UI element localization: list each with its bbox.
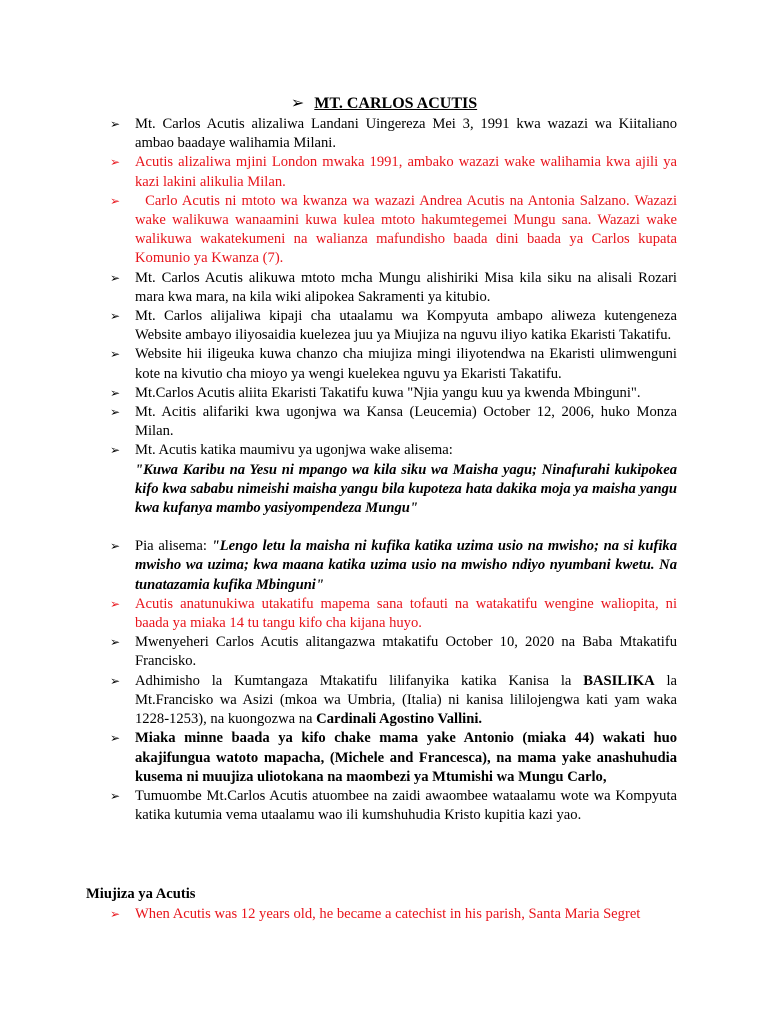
list-item <box>110 384 677 403</box>
arrow-bullet-icon: ➢ <box>110 907 121 921</box>
arrow-bullet-icon: ➢ <box>110 596 121 611</box>
list-item <box>110 153 677 191</box>
list-item <box>110 729 677 787</box>
quote-text: "Lengo letu la maisha ni kufika katika uzima usio na mwisho; na si kufika mwisho wa uzima; kwa maana katika uzima usio na mwisho ndiyo nyumbani kwetu. Na tunatazamia kufika Mbinguni" <box>135 538 678 593</box>
arrow-bullet-icon: ➢ <box>110 731 121 746</box>
list-item-text: Miaka minne baada ya kifo chake mama yake Antonio (miaka 44) wakati huo akajifungua watoto mapacha, (Michele and Francesca), na mama yake anashuhudia kusema ni muujiza uliotokana na maombezi ya Mtumishi wa Mungu Carlo, <box>135 730 677 785</box>
list-item-text: Mt. Acutis katika maumivu ya ugonjwa wake alisema: <box>135 442 453 459</box>
list-item <box>110 905 677 924</box>
arrow-bullet-icon: ➢ <box>110 385 121 400</box>
list-item <box>110 537 677 595</box>
list-item <box>110 345 677 383</box>
list-item-text: Mt. Carlos Acutis alizaliwa Landani Uingereza Mei 3, 1991 kwa wazazi wa Kiitaliano ambao baadaye walihamia Milani. <box>135 116 677 152</box>
arrow-bullet-icon: ➢ <box>110 443 121 458</box>
list-item-text: Mt. Carlos alijaliwa kipaji cha utaalamu wa Kompyuta ambapo aliweza kutengeneza Website ambayo iliyosaidia kuelezea juu ya Miujiza na nguvu iliyo katika Ekaristi Takatifu. <box>135 308 677 344</box>
list-item-text: Tumuombe Mt.Carlos Acutis atuombee na zaidi awaombee wataalamu wote wa Kompyuta katika kutumia vema utaalamu wao ili kumshuhudia Kristo kupitia kazi yao. <box>135 787 677 824</box>
list-item-text: Adhimisho la Kumtangaza Mtakatifu lilifanyika katika Kanisa la <box>135 672 584 689</box>
spacer <box>110 518 677 537</box>
arrow-bullet-icon: ➢ <box>110 347 121 362</box>
arrow-bullet-icon: ➢ <box>110 155 121 170</box>
list-item <box>110 269 677 307</box>
arrow-bullet-icon: ➢ <box>110 635 121 650</box>
list-item-text: la Mt.Francisko wa Asizi (mkoa wa Umbria, (Italia) ni kanisa lililojengwa kati yam waka 1228-1253), na kuongozwa na <box>135 672 677 728</box>
list-item <box>110 115 677 153</box>
arrow-bullet-icon: ➢ <box>110 405 121 420</box>
quote-text: "Kuwa Karibu na Yesu ni mpango wa kila siku wa Maisha yagu; Ninafurahi kukipokea kifo kwa sababu nimeishi maisha yangu bila kupoteza hata dakika moja ya maisha yangu kwa kufanya mambo yasiyompendeza Mungu" <box>135 461 677 517</box>
list-item-text: Mt. Carlos Acutis alikuwa mtoto mcha Mungu alishiriki Misa kila siku na alisali Rozari mara kwa mara, na kila wiki alipokea Sakramenti ya kitubio. <box>135 269 677 305</box>
arrow-bullet-icon: ➢ <box>110 117 121 131</box>
arrow-bullet-icon: ➢ <box>110 788 121 803</box>
list-item <box>110 633 677 671</box>
list-item <box>110 307 677 345</box>
list-item-text: Mwenyeheri Carlos Acutis alitangazwa mtakatifu October 10, 2020 na Baba Mtakatifu Francisko. <box>135 634 677 670</box>
list-item <box>110 595 677 633</box>
arrow-bullet-icon: ➢ <box>110 539 121 554</box>
list-item <box>110 192 681 269</box>
list-item-text: Acutis alizaliwa mjini London mwaka 1991, ambako wazazi wake walihamia kwa ajili ya kazi lakini alikulia Milan. <box>135 154 677 190</box>
arrow-bullet-icon: ➢ <box>110 673 121 688</box>
list-item-text: Acutis anatunukiwa utakatifu mapema sana tofauti na watakatifu wengine waliopita, ni baada ya miaka 14 tu tangu kifo cha kijana huyo. <box>135 595 677 632</box>
list-item-text: Pia alisema: <box>135 538 212 555</box>
list-item <box>110 403 677 441</box>
list-item <box>110 441 677 518</box>
bold-text: BASILIKA <box>583 672 655 689</box>
list-item-text: Website hii iligeuka kuwa chanzo cha miujiza mingi iliyotendwa na Ekaristi ulimwenguni kote na kivutio cha mioyo ya wengi kuelekea nguvu ya Ekaristi Takatifu. <box>135 346 677 382</box>
list-item <box>110 672 677 730</box>
list-item-text: When Acutis was 12 years old, he became a catechist in his parish, Santa Maria Segret <box>135 906 641 922</box>
title-text: MT. CARLOS ACUTIS <box>314 95 478 112</box>
bullet-list <box>110 115 681 825</box>
list-item-text: Mt. Acitis alifariki kwa ugonjwa wa Kansa (Leucemia) October 12, 2006, huko Monza Milan. <box>135 404 677 440</box>
arrow-bullet-icon: ➢ <box>110 193 121 208</box>
document-title <box>0 94 768 114</box>
arrow-bullet-icon: ➢ <box>110 309 121 324</box>
section-heading: Miujiza ya Acutis <box>86 886 196 902</box>
list-item <box>110 787 677 825</box>
bold-text: Cardinali Agostino Vallini. <box>316 711 483 728</box>
section-list <box>110 905 677 924</box>
arrow-bullet-icon: ➢ <box>110 270 121 285</box>
arrow-bullet-icon: ➢ <box>290 95 305 112</box>
list-item-text: Mt.Carlos Acutis aliita Ekaristi Takatifu kuwa "Njia yangu kuu ya kwenda Mbinguni". <box>135 384 641 401</box>
list-item-text: Carlo Acutis ni mtoto wa kwanza wa wazazi Andrea Acutis na Antonia Salzano. Wazazi wake walikuwa wanaamini kuwa kulea mtoto hakumtegemei Mungu sana. Wazazi wake walikuwa wakatekumeni na walianza mafundisho baada dini baada ya Carlos kupata Komunio ya Kwanza (7). <box>135 192 681 267</box>
